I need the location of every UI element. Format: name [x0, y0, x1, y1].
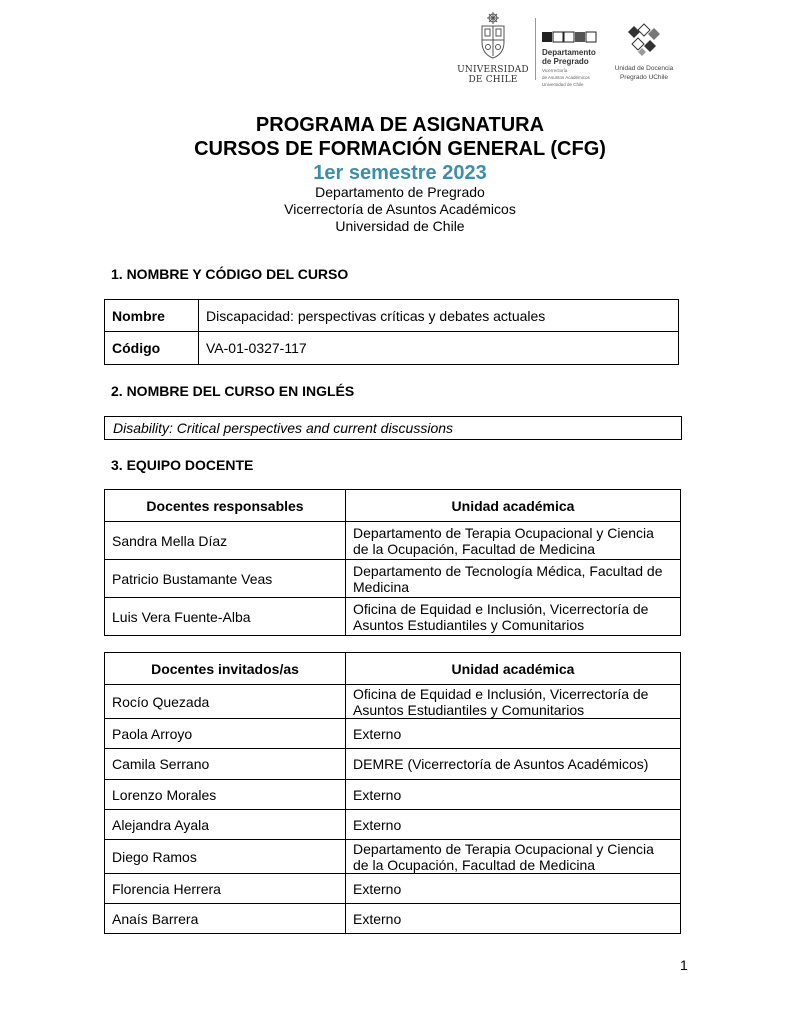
guest-unit: Externo [346, 810, 681, 840]
name-label: Nombre [105, 300, 199, 332]
table-row [105, 840, 681, 874]
table-header-row [105, 490, 681, 522]
table-row [105, 685, 681, 719]
teacher-name: Sandra Mella Díaz [105, 522, 346, 560]
table-row [105, 417, 682, 440]
unit-line: Departamento de Terapia Ocupacional y Ciencia [353, 524, 654, 541]
guest-unit: Externo [346, 904, 681, 934]
course-name-value: Discapacidad: perspectivas críticas y debates actuales [199, 300, 679, 332]
subtitle-vicerrectoria: Vicerrectoría de Asuntos Académicos [284, 201, 516, 217]
unidad-docencia-logo [613, 22, 675, 81]
table-header-row [105, 653, 681, 685]
column-header-unidad: Unidad académica [346, 653, 681, 685]
table-row [105, 300, 679, 332]
logo-divider [535, 18, 536, 80]
docencia-name-line2: Pregrado UChile [619, 74, 669, 81]
guest-unit [346, 840, 681, 874]
unit-line: Asuntos Estudiantiles y Comunitarios [353, 616, 585, 633]
uchile-name-line1: UNIVERSIDAD [457, 65, 529, 75]
column-header-responsables: Docentes responsables [105, 490, 346, 522]
pregrado-name-line2: de Pregrado [542, 57, 589, 66]
section3-heading: 3. EQUIPO DOCENTE [111, 457, 254, 473]
unit-line: Medicina [353, 578, 410, 595]
pregrado-sub-line3: Universidad de Chile [542, 82, 584, 87]
english-course-name: Disability: Critical perspectives and current discussions [105, 417, 682, 440]
unit-line: Oficina de Equidad e Inclusión, Vicerrectoría de [353, 600, 649, 617]
pregrado-sub-line2: de Asuntos Académicos [542, 75, 590, 80]
responsible-teachers-table [104, 489, 681, 636]
english-name-table [104, 416, 682, 440]
table-row [105, 904, 681, 934]
pregrado-name-line1: Departamento [542, 48, 596, 57]
uchile-crest-icon [473, 12, 513, 60]
guest-name: Diego Ramos [105, 840, 346, 874]
teacher-unit [346, 522, 681, 560]
uchile-name-line2: DE CHILE [468, 75, 518, 85]
guest-name: Paola Arroyo [105, 719, 346, 749]
guest-unit: Externo [346, 719, 681, 749]
table-row [105, 874, 681, 904]
guest-teachers-table [104, 652, 681, 934]
unit-line: de la Ocupación, Facultad de Medicina [353, 856, 596, 873]
unit-line: Departamento de Tecnología Médica, Facultad de [353, 562, 663, 579]
code-label: Código [105, 332, 199, 365]
course-code-value: VA-01-0327-117 [199, 332, 679, 365]
universidad-de-chile-logo [455, 12, 531, 86]
teacher-unit [346, 560, 681, 598]
course-name-code-table [104, 299, 679, 365]
teacher-name: Luis Vera Fuente-Alba [105, 598, 346, 636]
guest-name: Florencia Herrera [105, 874, 346, 904]
docencia-geometric-icon [626, 22, 662, 58]
unit-line: de la Ocupación, Facultad de Medicina [353, 540, 596, 557]
program-title: PROGRAMA DE ASIGNATURA [255, 114, 545, 136]
guest-unit: Externo [346, 780, 681, 810]
table-row [105, 719, 681, 749]
guest-unit [346, 685, 681, 719]
table-row [105, 332, 679, 365]
semester-title: 1er semestre 2023 [313, 162, 487, 184]
section2-heading: 2. NOMBRE DEL CURSO EN INGLÉS [111, 383, 355, 399]
table-row [105, 810, 681, 840]
subtitle-university: Universidad de Chile [335, 218, 465, 234]
table-row [105, 780, 681, 810]
section1-heading: 1. NOMBRE Y CÓDIGO DEL CURSO [111, 266, 349, 282]
table-row [105, 560, 681, 598]
guest-name: Rocío Quezada [105, 685, 346, 719]
docencia-name-line1: Unidad de Docencia [614, 65, 674, 72]
guest-name: Anaís Barrera [105, 904, 346, 934]
unit-line: Asuntos Estudiantiles y Comunitarios [353, 701, 585, 718]
pregrado-squares-icon [542, 31, 600, 43]
cfg-title: CURSOS DE FORMACIÓN GENERAL (CFG) [194, 138, 606, 160]
teacher-name: Patricio Bustamante Veas [105, 560, 346, 598]
guest-unit: DEMRE (Vicerrectoría de Asuntos Académicos) [346, 749, 681, 780]
table-row [105, 598, 681, 636]
page-number: 1 [680, 957, 688, 973]
departamento-pregrado-logo [542, 30, 606, 87]
teacher-unit [346, 598, 681, 636]
unit-line: Oficina de Equidad e Inclusión, Vicerrectoría de [353, 685, 649, 702]
table-row [105, 522, 681, 560]
subtitle-department: Departamento de Pregrado [315, 184, 485, 200]
header-logos [455, 12, 685, 87]
unit-line: Departamento de Terapia Ocupacional y Ciencia [353, 840, 654, 857]
column-header-invitados: Docentes invitados/as [105, 653, 346, 685]
pregrado-sub-line1: Vicerrectoría [542, 68, 568, 73]
guest-unit: Externo [346, 874, 681, 904]
column-header-unidad: Unidad académica [346, 490, 681, 522]
guest-name: Camila Serrano [105, 749, 346, 780]
guest-name: Alejandra Ayala [105, 810, 346, 840]
guest-name: Lorenzo Morales [105, 780, 346, 810]
table-row [105, 749, 681, 780]
